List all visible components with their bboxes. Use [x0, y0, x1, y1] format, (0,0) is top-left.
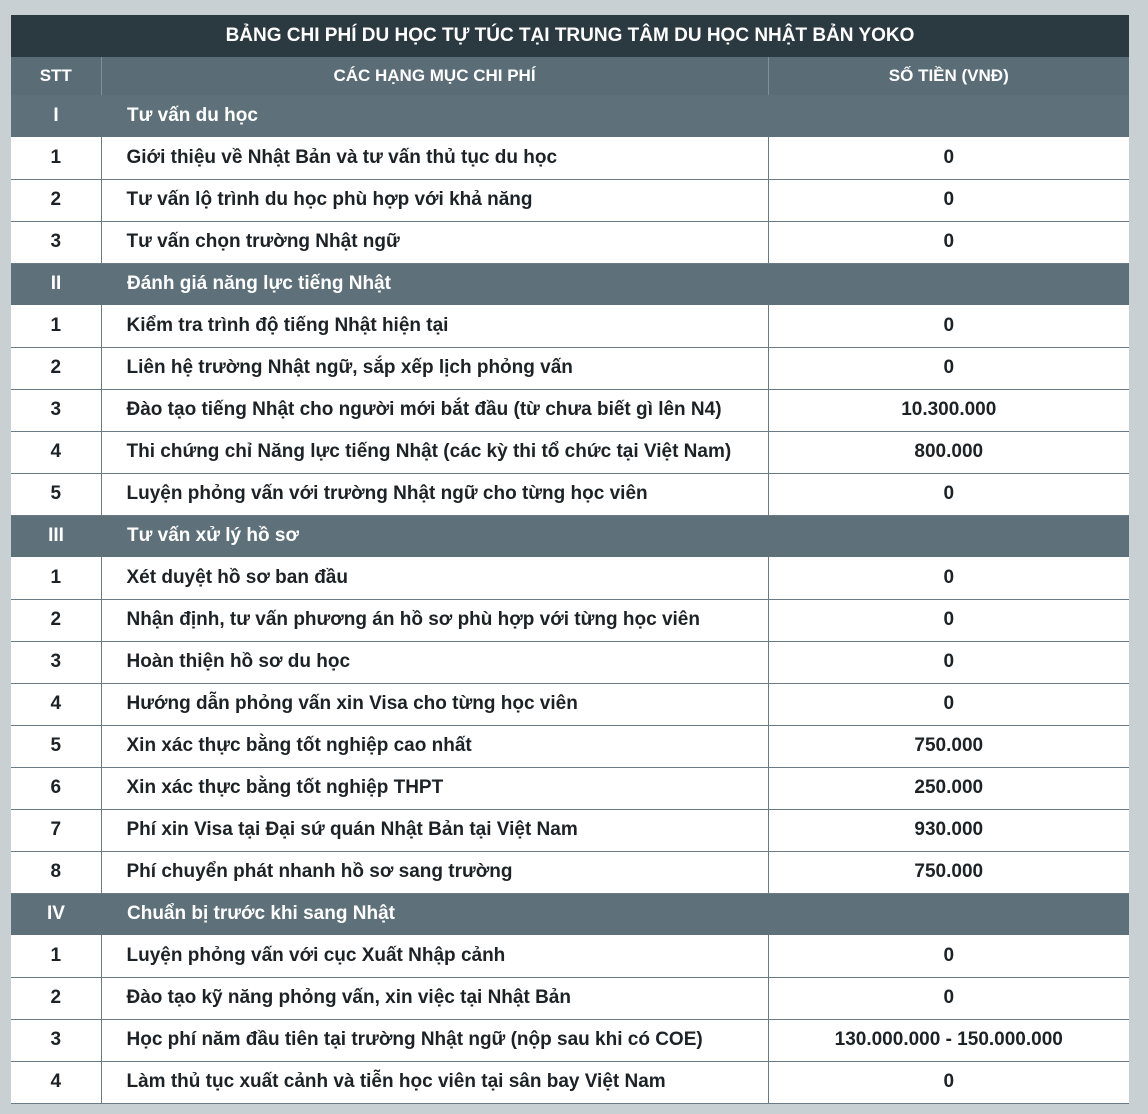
cost-amount: 0	[768, 347, 1129, 389]
row-number: 4	[11, 683, 101, 725]
row-number: 4	[11, 431, 101, 473]
table-row	[11, 935, 1129, 977]
row-number: 3	[11, 221, 101, 263]
section-number: I	[11, 95, 101, 137]
section-row	[11, 263, 1129, 305]
table-body	[11, 95, 1129, 1103]
table-row	[11, 179, 1129, 221]
cost-item: Xét duyệt hồ sơ ban đầu	[101, 557, 768, 599]
cost-item: Phí chuyển phát nhanh hồ sơ sang trường	[101, 851, 768, 893]
cost-item: Phí xin Visa tại Đại sứ quán Nhật Bản tại Việt Nam	[101, 809, 768, 851]
table-row	[11, 809, 1129, 851]
table-row	[11, 1019, 1129, 1061]
cost-amount: 0	[768, 641, 1129, 683]
table-row	[11, 599, 1129, 641]
table-row	[11, 221, 1129, 263]
table-row	[11, 851, 1129, 893]
cost-item: Hướng dẫn phỏng vấn xin Visa cho từng học viên	[101, 683, 768, 725]
section-number: III	[11, 515, 101, 557]
section-title: Tư vấn du học	[101, 95, 1129, 137]
section-number: II	[11, 263, 101, 305]
cost-amount: 750.000	[768, 851, 1129, 893]
cost-item: Học phí năm đầu tiên tại trường Nhật ngữ (nộp sau khi có COE)	[101, 1019, 768, 1061]
table-row	[11, 473, 1129, 515]
row-number: 2	[11, 347, 101, 389]
cost-amount: 0	[768, 599, 1129, 641]
cost-amount: 0	[768, 977, 1129, 1019]
row-number: 5	[11, 725, 101, 767]
cost-amount: 0	[768, 305, 1129, 347]
cost-item: Tư vấn chọn trường Nhật ngữ	[101, 221, 768, 263]
cost-item: Giới thiệu về Nhật Bản và tư vấn thủ tục du học	[101, 137, 768, 179]
cost-amount: 0	[768, 179, 1129, 221]
cost-item: Kiểm tra trình độ tiếng Nhật hiện tại	[101, 305, 768, 347]
row-number: 1	[11, 557, 101, 599]
cost-amount: 930.000	[768, 809, 1129, 851]
table-header-row	[11, 57, 1129, 95]
table-row	[11, 683, 1129, 725]
cost-amount: 10.300.000	[768, 389, 1129, 431]
table-row	[11, 557, 1129, 599]
row-number: 6	[11, 767, 101, 809]
cost-amount: 0	[768, 683, 1129, 725]
table-title: BẢNG CHI PHÍ DU HỌC TỰ TÚC TẠI TRUNG TÂM DU HỌC NHẬT BẢN YOKO	[11, 15, 1129, 57]
table-row	[11, 431, 1129, 473]
row-number: 2	[11, 977, 101, 1019]
section-title: Chuẩn bị trước khi sang Nhật	[101, 893, 1129, 935]
row-number: 5	[11, 473, 101, 515]
table-title-row	[11, 15, 1129, 57]
cost-item: Đào tạo tiếng Nhật cho người mới bắt đầu (từ chưa biết gì lên N4)	[101, 389, 768, 431]
row-number: 7	[11, 809, 101, 851]
table-row	[11, 389, 1129, 431]
header-amount: SỐ TIỀN (VNĐ)	[768, 57, 1129, 95]
table-row	[11, 305, 1129, 347]
row-number: 8	[11, 851, 101, 893]
header-stt: STT	[11, 57, 101, 95]
row-number: 1	[11, 137, 101, 179]
row-number: 1	[11, 935, 101, 977]
row-number: 2	[11, 179, 101, 221]
table-row	[11, 767, 1129, 809]
cost-amount: 0	[768, 137, 1129, 179]
section-row	[11, 893, 1129, 935]
cost-item: Tư vấn lộ trình du học phù hợp với khả năng	[101, 179, 768, 221]
cost-amount: 0	[768, 557, 1129, 599]
table-row	[11, 641, 1129, 683]
section-number: IV	[11, 893, 101, 935]
table-row	[11, 725, 1129, 767]
row-number: 2	[11, 599, 101, 641]
table-row	[11, 977, 1129, 1019]
cost-table-container	[11, 15, 1129, 1104]
cost-item: Luyện phỏng vấn với trường Nhật ngữ cho từng học viên	[101, 473, 768, 515]
cost-amount: 250.000	[768, 767, 1129, 809]
cost-item: Thi chứng chỉ Năng lực tiếng Nhật (các kỳ thi tổ chức tại Việt Nam)	[101, 431, 768, 473]
cost-item: Đào tạo kỹ năng phỏng vấn, xin việc tại Nhật Bản	[101, 977, 768, 1019]
header-items: CÁC HẠNG MỤC CHI PHÍ	[101, 57, 768, 95]
row-number: 3	[11, 389, 101, 431]
cost-item: Xin xác thực bằng tốt nghiệp cao nhất	[101, 725, 768, 767]
section-title: Tư vấn xử lý hồ sơ	[101, 515, 1129, 557]
table-row	[11, 1061, 1129, 1103]
cost-item: Làm thủ tục xuất cảnh và tiễn học viên tại sân bay Việt Nam	[101, 1061, 768, 1103]
cost-item: Xin xác thực bằng tốt nghiệp THPT	[101, 767, 768, 809]
section-row	[11, 95, 1129, 137]
row-number: 3	[11, 1019, 101, 1061]
cost-amount: 130.000.000 - 150.000.000	[768, 1019, 1129, 1061]
cost-item: Nhận định, tư vấn phương án hồ sơ phù hợp với từng học viên	[101, 599, 768, 641]
table-row	[11, 137, 1129, 179]
cost-amount: 0	[768, 221, 1129, 263]
cost-amount: 0	[768, 1061, 1129, 1103]
cost-table	[11, 15, 1129, 1104]
cost-amount: 0	[768, 473, 1129, 515]
cost-amount: 750.000	[768, 725, 1129, 767]
table-row	[11, 347, 1129, 389]
row-number: 3	[11, 641, 101, 683]
cost-item: Luyện phỏng vấn với cục Xuất Nhập cảnh	[101, 935, 768, 977]
cost-item: Liên hệ trường Nhật ngữ, sắp xếp lịch phỏng vấn	[101, 347, 768, 389]
section-row	[11, 515, 1129, 557]
row-number: 4	[11, 1061, 101, 1103]
row-number: 1	[11, 305, 101, 347]
cost-item: Hoàn thiện hồ sơ du học	[101, 641, 768, 683]
cost-amount: 0	[768, 935, 1129, 977]
cost-amount: 800.000	[768, 431, 1129, 473]
section-title: Đánh giá năng lực tiếng Nhật	[101, 263, 1129, 305]
